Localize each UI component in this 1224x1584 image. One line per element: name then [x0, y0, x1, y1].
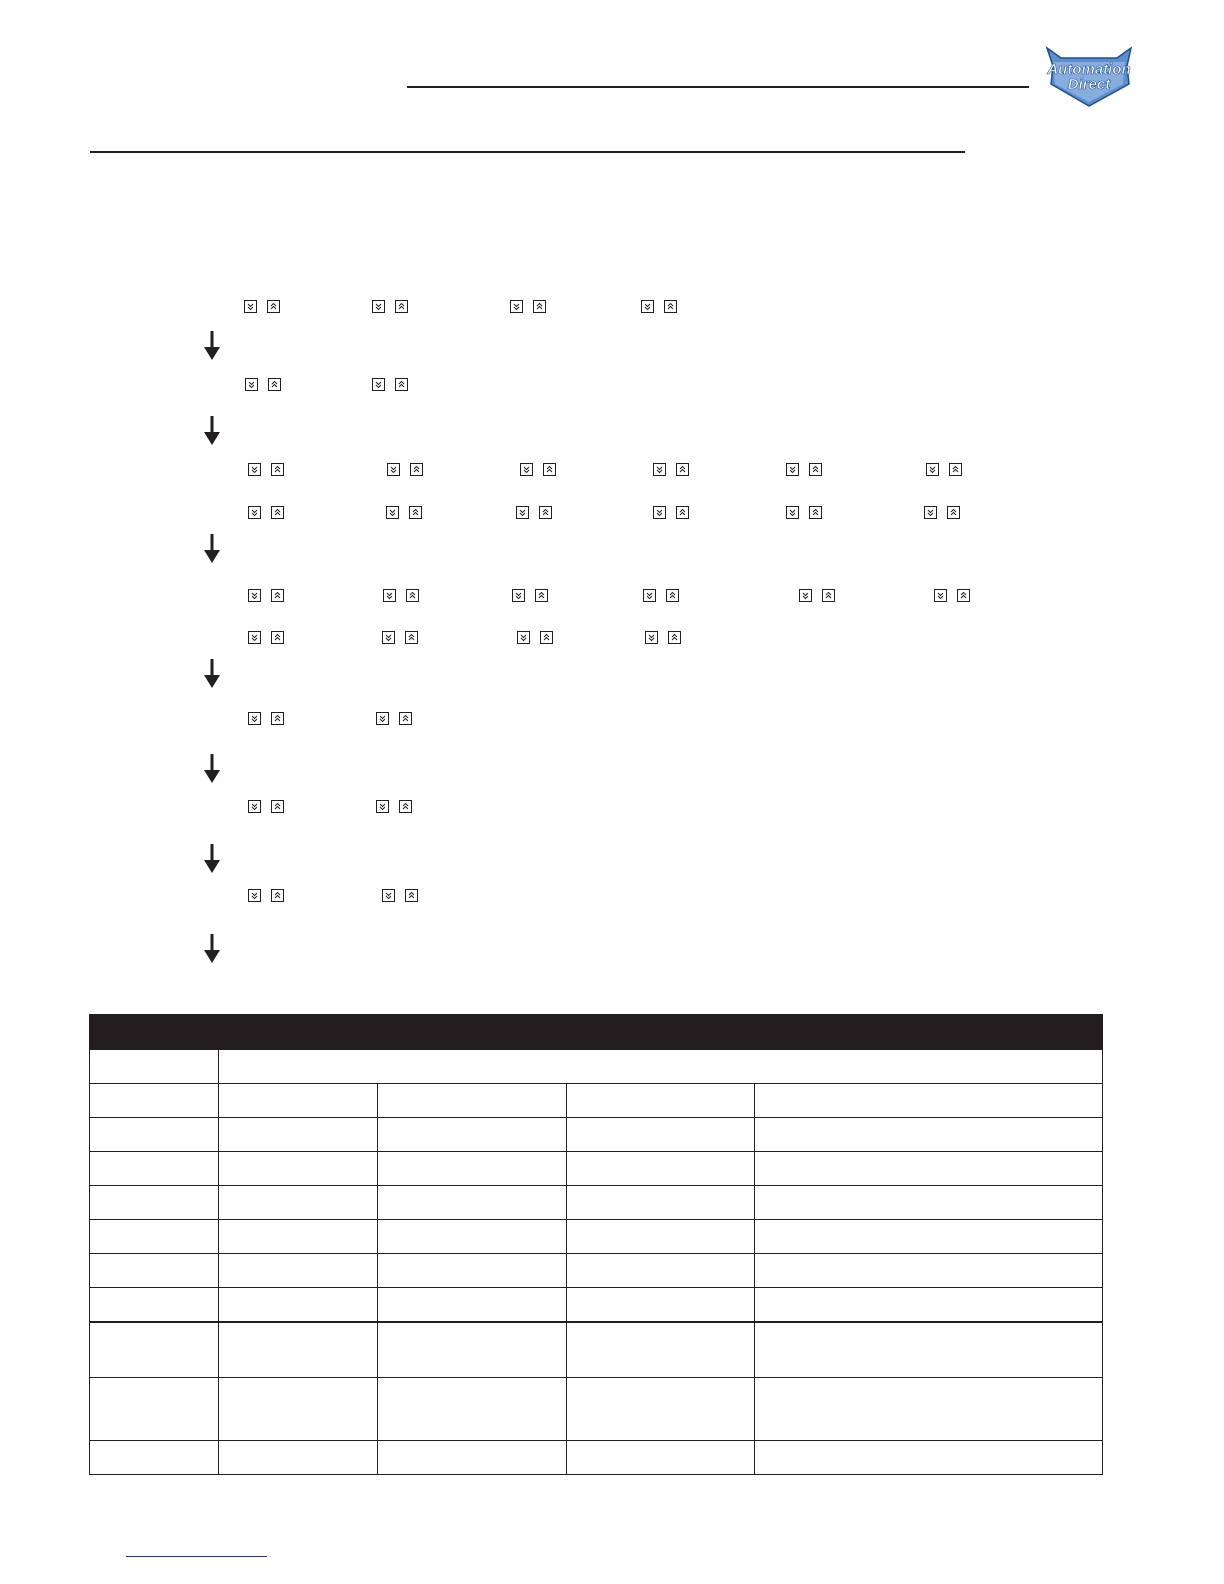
arrow-down-icon — [202, 659, 222, 689]
table-cell — [219, 1322, 378, 1378]
scroll-down-key-icon — [512, 589, 525, 602]
scroll-up-key-icon — [271, 800, 284, 813]
table-cell — [90, 1152, 219, 1186]
scroll-up-key-icon — [395, 378, 408, 391]
scroll-up-key-icon — [957, 589, 970, 602]
table-cell — [567, 1152, 755, 1186]
scroll-down-key-icon — [376, 800, 389, 813]
table-cell — [219, 1441, 378, 1475]
table-cell — [567, 1254, 755, 1288]
scroll-down-key-icon — [516, 506, 529, 519]
table-cell — [90, 1254, 219, 1288]
table-cell — [219, 1378, 378, 1441]
section-rule — [90, 151, 965, 153]
scroll-down-key-icon — [376, 712, 389, 725]
scroll-up-key-icon — [267, 300, 280, 313]
table-row — [90, 1322, 1103, 1378]
table-cell — [755, 1288, 1103, 1322]
scroll-down-key-icon — [799, 589, 812, 602]
scroll-up-key-icon — [271, 463, 284, 476]
table-cell — [755, 1152, 1103, 1186]
scroll-up-key-icon — [809, 506, 822, 519]
scroll-down-key-icon — [934, 589, 947, 602]
table-row — [90, 1378, 1103, 1441]
table-cell — [90, 1118, 219, 1152]
scroll-up-key-icon — [947, 506, 960, 519]
table-cell — [378, 1322, 567, 1378]
table-row — [90, 1254, 1103, 1288]
logo-line1: Automation — [1047, 61, 1131, 78]
table-cell — [378, 1220, 567, 1254]
table-row — [90, 1084, 1103, 1118]
table-cell — [90, 1378, 219, 1441]
table-row — [90, 1186, 1103, 1220]
table-cell — [755, 1220, 1103, 1254]
scroll-up-key-icon — [271, 631, 284, 644]
footer-link-underline[interactable] — [126, 1556, 267, 1557]
table-cell — [567, 1288, 755, 1322]
table-cell — [90, 1186, 219, 1220]
scroll-up-key-icon — [405, 631, 418, 644]
arrow-down-icon — [202, 844, 222, 874]
scroll-down-key-icon — [653, 506, 666, 519]
table-cell — [755, 1441, 1103, 1475]
scroll-up-key-icon — [406, 589, 419, 602]
scroll-up-key-icon — [405, 889, 418, 902]
scroll-down-key-icon — [641, 300, 654, 313]
table-cell — [567, 1322, 755, 1378]
scroll-up-key-icon — [540, 631, 553, 644]
scroll-down-key-icon — [383, 589, 396, 602]
scroll-down-key-icon — [245, 378, 258, 391]
scroll-down-key-icon — [244, 300, 257, 313]
scroll-up-key-icon — [949, 463, 962, 476]
table-cell — [219, 1254, 378, 1288]
table-cell — [90, 1441, 219, 1475]
scroll-down-key-icon — [248, 463, 261, 476]
scroll-down-key-icon — [387, 463, 400, 476]
table-cell — [567, 1186, 755, 1220]
table-cell — [219, 1288, 378, 1322]
table-cell — [378, 1288, 567, 1322]
table-cell — [90, 1084, 219, 1118]
scroll-down-key-icon — [382, 889, 395, 902]
scroll-up-key-icon — [268, 378, 281, 391]
scroll-up-key-icon — [539, 506, 552, 519]
table-header-row — [90, 1015, 1103, 1050]
table-cell — [219, 1050, 1103, 1084]
scroll-down-key-icon — [248, 589, 261, 602]
scroll-down-key-icon — [510, 300, 523, 313]
table-cell — [378, 1186, 567, 1220]
scroll-down-key-icon — [372, 378, 385, 391]
scroll-down-key-icon — [645, 631, 658, 644]
scroll-down-key-icon — [924, 506, 937, 519]
table-cell — [90, 1220, 219, 1254]
table-row — [90, 1288, 1103, 1322]
table-cell — [378, 1152, 567, 1186]
table-cell — [219, 1118, 378, 1152]
header-rule — [407, 86, 1029, 88]
scroll-down-key-icon — [520, 463, 533, 476]
logo-line2: Direct — [1067, 76, 1111, 93]
scroll-down-key-icon — [786, 463, 799, 476]
table-cell — [567, 1378, 755, 1441]
scroll-down-key-icon — [643, 589, 656, 602]
scroll-up-key-icon — [809, 463, 822, 476]
scroll-up-key-icon — [409, 506, 422, 519]
table-header — [90, 1015, 1103, 1050]
table-row — [90, 1441, 1103, 1475]
table-cell — [567, 1084, 755, 1118]
table-cell — [378, 1118, 567, 1152]
scroll-down-key-icon — [517, 631, 530, 644]
table-cell — [90, 1288, 219, 1322]
scroll-down-key-icon — [653, 463, 666, 476]
arrow-down-icon — [202, 754, 222, 784]
scroll-up-key-icon — [533, 300, 546, 313]
table-cell — [755, 1378, 1103, 1441]
table-row — [90, 1118, 1103, 1152]
scroll-down-key-icon — [382, 631, 395, 644]
table-cell — [219, 1186, 378, 1220]
table-row — [90, 1050, 1103, 1084]
scroll-up-key-icon — [399, 800, 412, 813]
table-cell — [755, 1118, 1103, 1152]
table-cell — [378, 1254, 567, 1288]
scroll-down-key-icon — [248, 800, 261, 813]
arrow-down-icon — [202, 416, 222, 446]
scroll-up-key-icon — [271, 889, 284, 902]
scroll-up-key-icon — [410, 463, 423, 476]
scroll-up-key-icon — [271, 506, 284, 519]
table-cell — [378, 1084, 567, 1118]
scroll-down-key-icon — [386, 506, 399, 519]
table-cell — [90, 1050, 219, 1084]
scroll-up-key-icon — [668, 631, 681, 644]
table-cell — [378, 1378, 567, 1441]
table-cell — [219, 1152, 378, 1186]
scroll-up-key-icon — [543, 463, 556, 476]
table-cell — [219, 1084, 378, 1118]
table-row — [90, 1152, 1103, 1186]
scroll-up-key-icon — [664, 300, 677, 313]
table-cell — [755, 1084, 1103, 1118]
scroll-down-key-icon — [786, 506, 799, 519]
scroll-down-key-icon — [926, 463, 939, 476]
arrow-down-icon — [202, 934, 222, 964]
arrow-down-icon — [202, 331, 222, 361]
arrow-down-icon — [202, 534, 222, 564]
table-cell — [755, 1322, 1103, 1378]
scroll-up-key-icon — [676, 506, 689, 519]
scroll-up-key-icon — [676, 463, 689, 476]
scroll-down-key-icon — [248, 889, 261, 902]
scroll-up-key-icon — [395, 300, 408, 313]
scroll-down-key-icon — [248, 506, 261, 519]
scroll-down-key-icon — [248, 712, 261, 725]
table-cell — [567, 1118, 755, 1152]
data-table — [89, 1014, 1103, 1475]
scroll-down-key-icon — [248, 631, 261, 644]
scroll-up-key-icon — [666, 589, 679, 602]
scroll-up-key-icon — [822, 589, 835, 602]
table-cell — [378, 1441, 567, 1475]
scroll-up-key-icon — [399, 712, 412, 725]
scroll-up-key-icon — [271, 589, 284, 602]
table-cell — [219, 1220, 378, 1254]
table-cell — [567, 1441, 755, 1475]
table-cell — [755, 1186, 1103, 1220]
table-cell — [755, 1254, 1103, 1288]
table-cell — [90, 1322, 219, 1378]
table-cell — [567, 1220, 755, 1254]
scroll-down-key-icon — [372, 300, 385, 313]
table-row — [90, 1220, 1103, 1254]
scroll-up-key-icon — [271, 712, 284, 725]
scroll-up-key-icon — [535, 589, 548, 602]
automation-direct-logo — [1043, 44, 1135, 110]
